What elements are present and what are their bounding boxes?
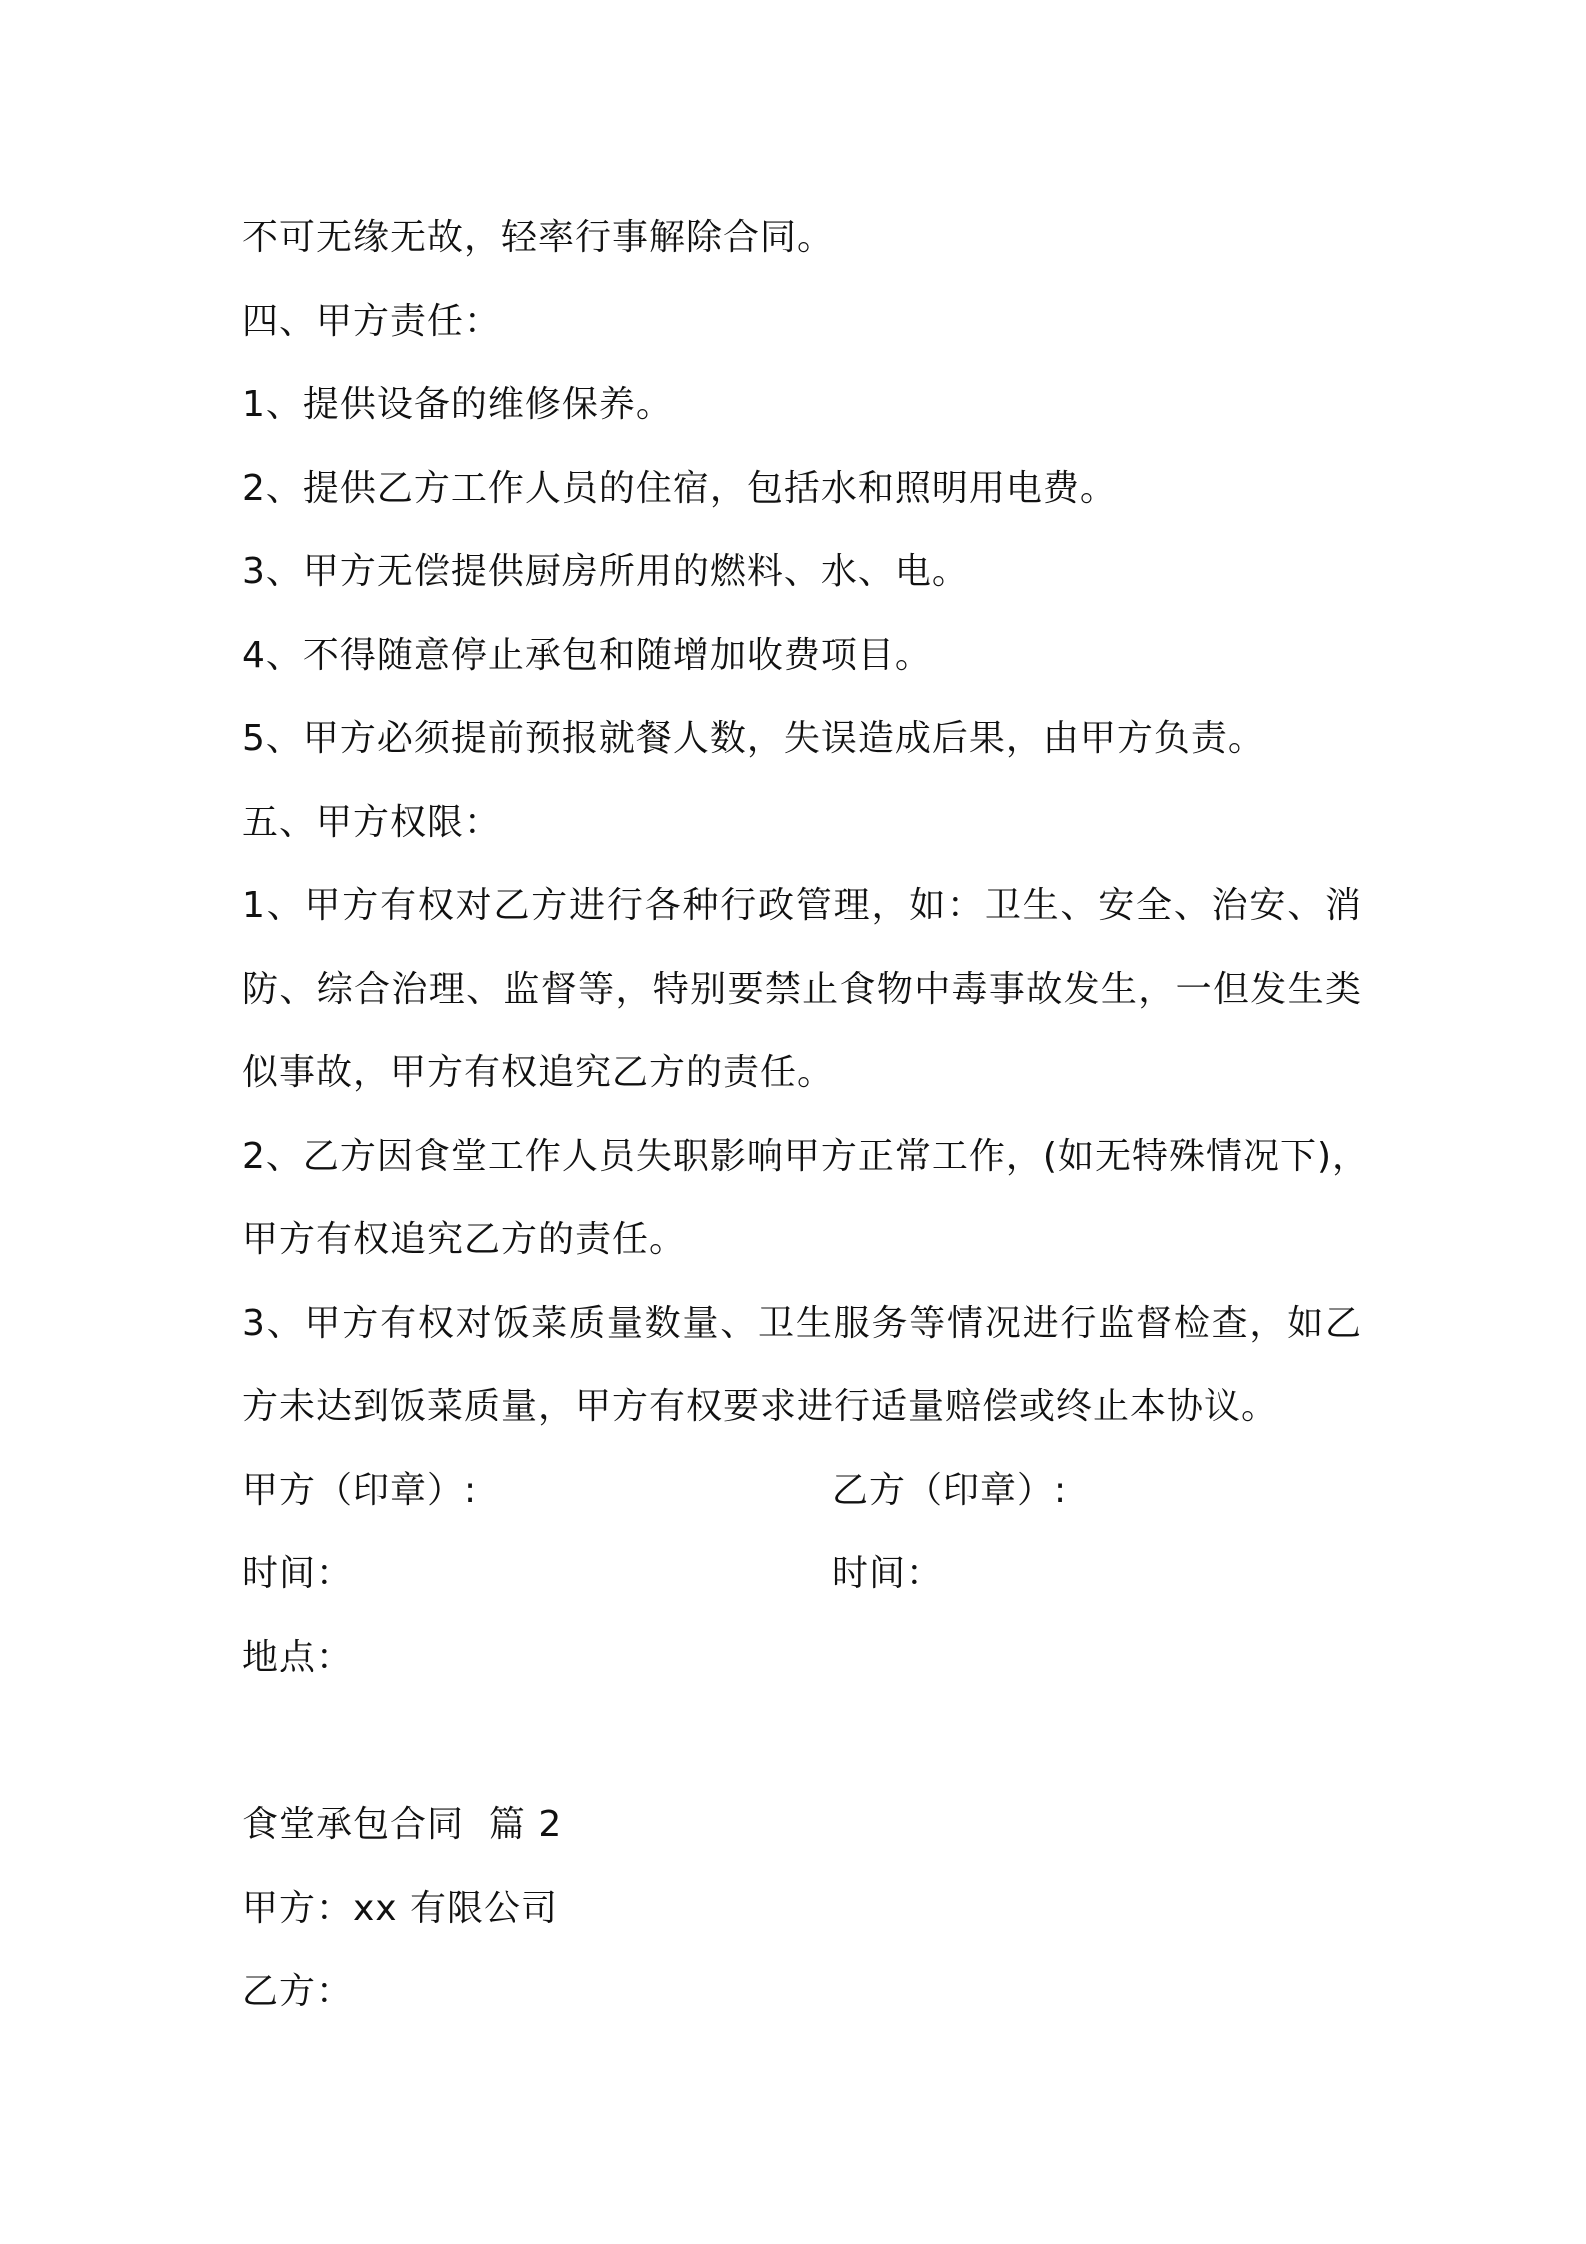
- party-b-name: 乙方：: [242, 1971, 354, 2012]
- signature-time-row: [242, 1532, 1362, 1616]
- paragraph-line: 不可无缘无故，轻率行事解除合同。: [242, 217, 835, 258]
- party-a-name: 甲方：xx 有限公司: [242, 1887, 559, 1929]
- party-a-seal-label: 甲方（印章）:: [242, 1469, 478, 1511]
- list-item: 5、甲方必须提前预报就餐人数，失误造成后果，由甲方负责。: [242, 718, 1265, 759]
- list-item: 2、乙方因食堂工作人员失职影响甲方正常工作，(如无特殊情况下)，: [242, 1135, 1369, 1177]
- party-b-seal-label: 乙方（印章）:: [832, 1469, 1068, 1511]
- paragraph-line: 防、综合治理、监督等，特别要禁止食物中毒事故发生，一但发生类: [242, 968, 1362, 1010]
- signature-place-row: [242, 1616, 1362, 1700]
- section-heading-party-a-rights: 五、甲方权限：: [242, 801, 502, 843]
- list-item: 1、提供设备的维修保养。: [242, 384, 673, 425]
- party-a-time-label: 时间：: [242, 1553, 354, 1594]
- party-b-time-label: 时间：: [832, 1553, 944, 1594]
- list-item: 1、甲方有权对乙方进行各种行政管理，如：卫生、安全、治安、消: [242, 885, 1362, 926]
- document-body: [242, 196, 1369, 2034]
- list-item: 3、甲方有权对饭菜质量数量、卫生服务等情况进行监督检查，如乙: [242, 1302, 1362, 1344]
- paragraph-line: 似事故，甲方有权追究乙方的责任。: [242, 1052, 835, 1093]
- section-heading-party-a-responsibilities: 四、甲方责任：: [242, 300, 502, 342]
- signature-seal-row: [242, 1449, 1362, 1533]
- paragraph-line: 方未达到饭菜质量，甲方有权要求进行适量赔偿或终止本协议。: [242, 1386, 1279, 1427]
- section-spacer: [242, 1699, 1362, 1783]
- place-label: 地点：: [242, 1636, 354, 1678]
- paragraph-line: 甲方有权追究乙方的责任。: [242, 1219, 687, 1260]
- list-item: 3、甲方无偿提供厨房所用的燃料、水、电。: [242, 551, 969, 592]
- list-item: 4、不得随意停止承包和随增加收费项目。: [242, 634, 932, 676]
- contract-title: 食堂承包合同 篇 2: [242, 1804, 563, 1845]
- list-item: 2、提供乙方工作人员的住宿，包括水和照明用电费。: [242, 467, 1117, 509]
